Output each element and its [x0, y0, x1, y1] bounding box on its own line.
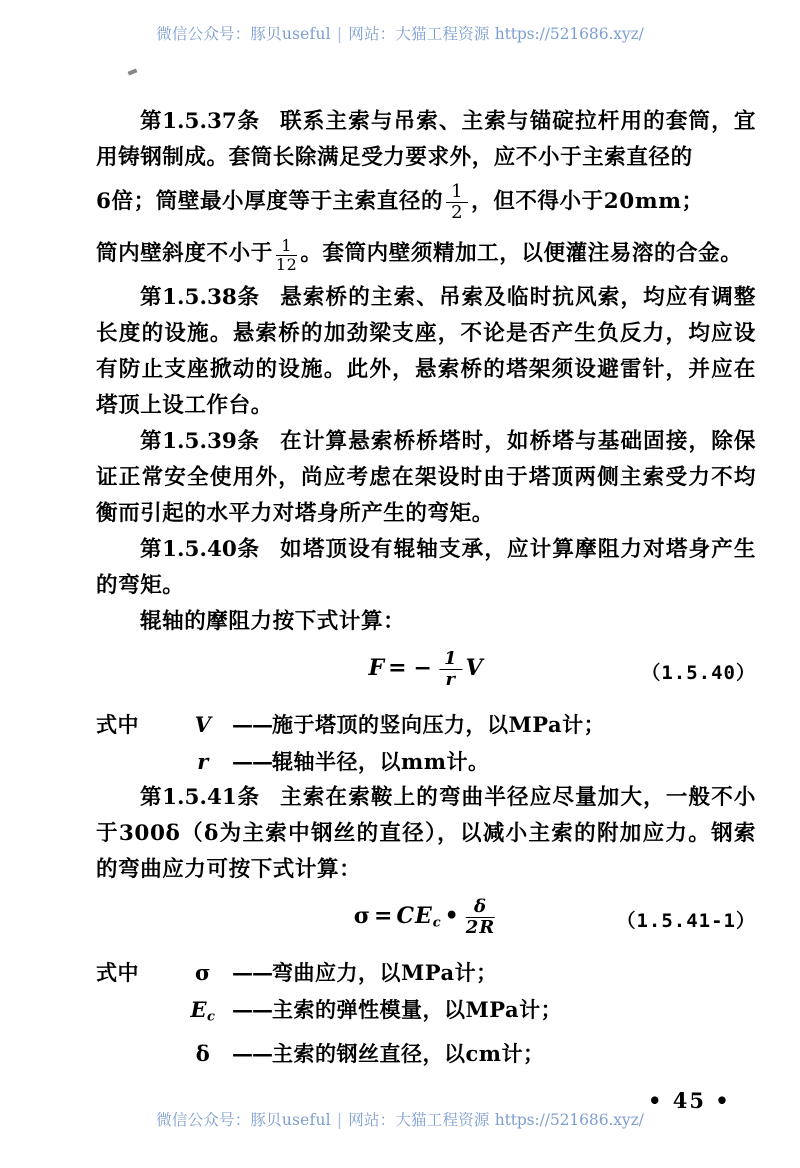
watermark-separator: | [336, 25, 343, 43]
definition-sigma: 弯曲应力，以MPa计； [272, 960, 498, 985]
where-line-sigma [96, 954, 756, 991]
clause-1-5-41-paragraph [96, 780, 756, 888]
equation-lhs: F [368, 655, 386, 682]
clause-1-5-40-number: 第1.5.40条 [140, 537, 260, 562]
definition-r: 辊轴半径，以mm计。 [272, 749, 490, 774]
equation-1-5-40 [368, 650, 483, 689]
em-dash: —— [232, 712, 272, 737]
fraction-one-twelfth [275, 235, 298, 274]
coefficient-C: C [396, 903, 415, 930]
clause-1-5-37-text-3: ，但不得小于20mm； [471, 189, 704, 214]
definition-Ec: 主索的弹性模量，以MPa计； [272, 997, 563, 1022]
symbol-r: r [197, 749, 209, 774]
fraction-numerator: 1 [446, 183, 468, 203]
watermark-account: 豚贝useful [250, 25, 331, 43]
clause-1-5-37-text-2: 6倍；筒壁最小厚度等于主索直径的 [96, 189, 444, 214]
symbol-Ec [174, 991, 232, 1035]
fraction-one-half [446, 180, 468, 223]
where-label: 式中 [96, 712, 139, 737]
fraction-numerator: 1 [276, 238, 298, 256]
watermark-site-label: 网站： [348, 1111, 396, 1129]
modulus-subscript: c [432, 915, 442, 931]
page-body [96, 104, 756, 1072]
clause-1-5-39-paragraph [96, 424, 756, 532]
equals-sign: = [388, 655, 408, 682]
clause-1-5-39-text: 在计算悬索桥桥塔时，如桥塔与基础固接，除保证正常安全使用外，尚应考虑在架设时由于塔顶两侧主索受力不均衡而引起的水平力对塔身所产生的弯矩。 [96, 429, 756, 526]
clause-1-5-38-paragraph [96, 280, 756, 424]
clause-1-5-40-lead-in-text: 辊轴的摩阻力按下式计算： [140, 609, 406, 634]
minus-sign: − [413, 655, 433, 682]
clause-1-5-38-number: 第1.5.38条 [140, 285, 260, 310]
fraction-numerator: 1 [439, 650, 463, 670]
fraction-delta-over-2R [466, 898, 495, 937]
watermark-prefix: 微信公众号： [156, 1111, 251, 1129]
where-line-V [96, 706, 756, 743]
em-dash: —— [232, 960, 272, 985]
clause-1-5-39-number: 第1.5.39条 [140, 429, 260, 454]
watermark-header [0, 22, 800, 44]
clause-1-5-40-paragraph [96, 532, 756, 604]
fraction-denominator: r [445, 669, 456, 690]
equation-1-5-41-1 [354, 898, 498, 937]
em-dash: —— [232, 997, 272, 1022]
watermark-prefix: 微信公众号： [156, 25, 251, 43]
symbol-Ec-base: E [190, 997, 208, 1022]
multiplication-dot: • [444, 903, 460, 930]
clause-1-5-37-number: 第1.5.37条 [140, 109, 260, 134]
clause-1-5-40-text: 如塔顶设有辊轴支承，应计算摩阻力对塔身产生的弯矩。 [96, 537, 756, 598]
clause-1-5-37-paragraph-1 [96, 104, 756, 176]
equation-1-5-40-row [96, 646, 756, 702]
watermark-url: https://521686.xyz/ [494, 1111, 644, 1129]
equals-sign: = [374, 903, 394, 930]
fraction-denominator: 12 [275, 254, 298, 274]
symbol-delta: δ [195, 1041, 211, 1067]
clause-1-5-41-number: 第1.5.41条 [140, 785, 260, 810]
clause-1-5-37-text-1: 联系主索与吊索、主索与锚碇拉杆用的套筒，宜用铸钢制成。套筒长除满足受力要求外，应不小于主索直径的 [96, 109, 756, 170]
where-block-1-5-41 [96, 954, 756, 1072]
equation-lhs-sigma: σ [353, 903, 372, 930]
where-block-1-5-40 [96, 706, 756, 780]
watermark-url: https://521686.xyz/ [494, 25, 644, 43]
watermark-account: 豚贝useful [250, 1111, 331, 1129]
equation-1-5-41-1-row [96, 894, 756, 950]
watermark-site-name: 大猫工程资源 [395, 1111, 490, 1129]
where-line-delta [96, 1035, 756, 1072]
where-line-r [96, 743, 756, 780]
fraction-one-over-r [439, 650, 463, 689]
equation-1-5-41-1-number: （1.5.41-1） [616, 910, 756, 932]
em-dash: —— [232, 1041, 272, 1067]
em-dash: —— [232, 749, 272, 774]
clause-1-5-38-text: 悬索桥的主索、吊索及临时抗风索，均应有调整长度的设施。悬索桥的加劲梁支座，不论是否产生负反力，均应设有防止支座掀动的设施。此外，悬索桥的塔架须设避雷针，并应在塔顶上设工作台。 [96, 285, 756, 418]
where-label: 式中 [96, 960, 139, 985]
symbol-V: V [194, 712, 212, 737]
symbol-sigma: σ [195, 960, 211, 985]
watermark-separator: | [336, 1111, 343, 1129]
definition-V: 施于塔顶的竖向压力，以MPa计； [272, 712, 606, 737]
modulus-E: E [414, 903, 433, 930]
equation-rhs: V [465, 655, 484, 682]
definition-delta: 主索的钢丝直径，以cm计； [272, 1041, 545, 1067]
clause-1-5-40-lead-in [96, 604, 756, 640]
clause-1-5-37-paragraph-3 [96, 228, 756, 280]
watermark-site-label: 网站： [348, 25, 396, 43]
watermark-site-name: 大猫工程资源 [395, 25, 490, 43]
symbol-Ec-subscript: c [207, 1009, 216, 1025]
equation-1-5-40-number: （1.5.40） [641, 662, 756, 684]
clause-1-5-37-paragraph-2 [96, 176, 756, 228]
fraction-denominator: 2 [451, 201, 464, 223]
fraction-numerator: δ [466, 898, 495, 918]
watermark-footer [0, 1108, 800, 1130]
clause-1-5-37-text-5: 。套筒内壁须精加工，以便灌注易溶的合金。 [300, 241, 743, 266]
scan-artifact-mark [128, 68, 138, 75]
clause-1-5-41-text: 主索在索鞍上的弯曲半径应尽量加大，一般不小于300δ（δ为主索中钢丝的直径），以减小主索的附加应力。钢索的弯曲应力可按下式计算： [96, 785, 756, 882]
where-line-Ec [96, 991, 756, 1035]
clause-1-5-37-text-4: 筒内壁斜度不小于 [96, 241, 273, 266]
page-number: • 45 • [648, 1088, 731, 1113]
fraction-denominator: 2R [465, 917, 496, 938]
